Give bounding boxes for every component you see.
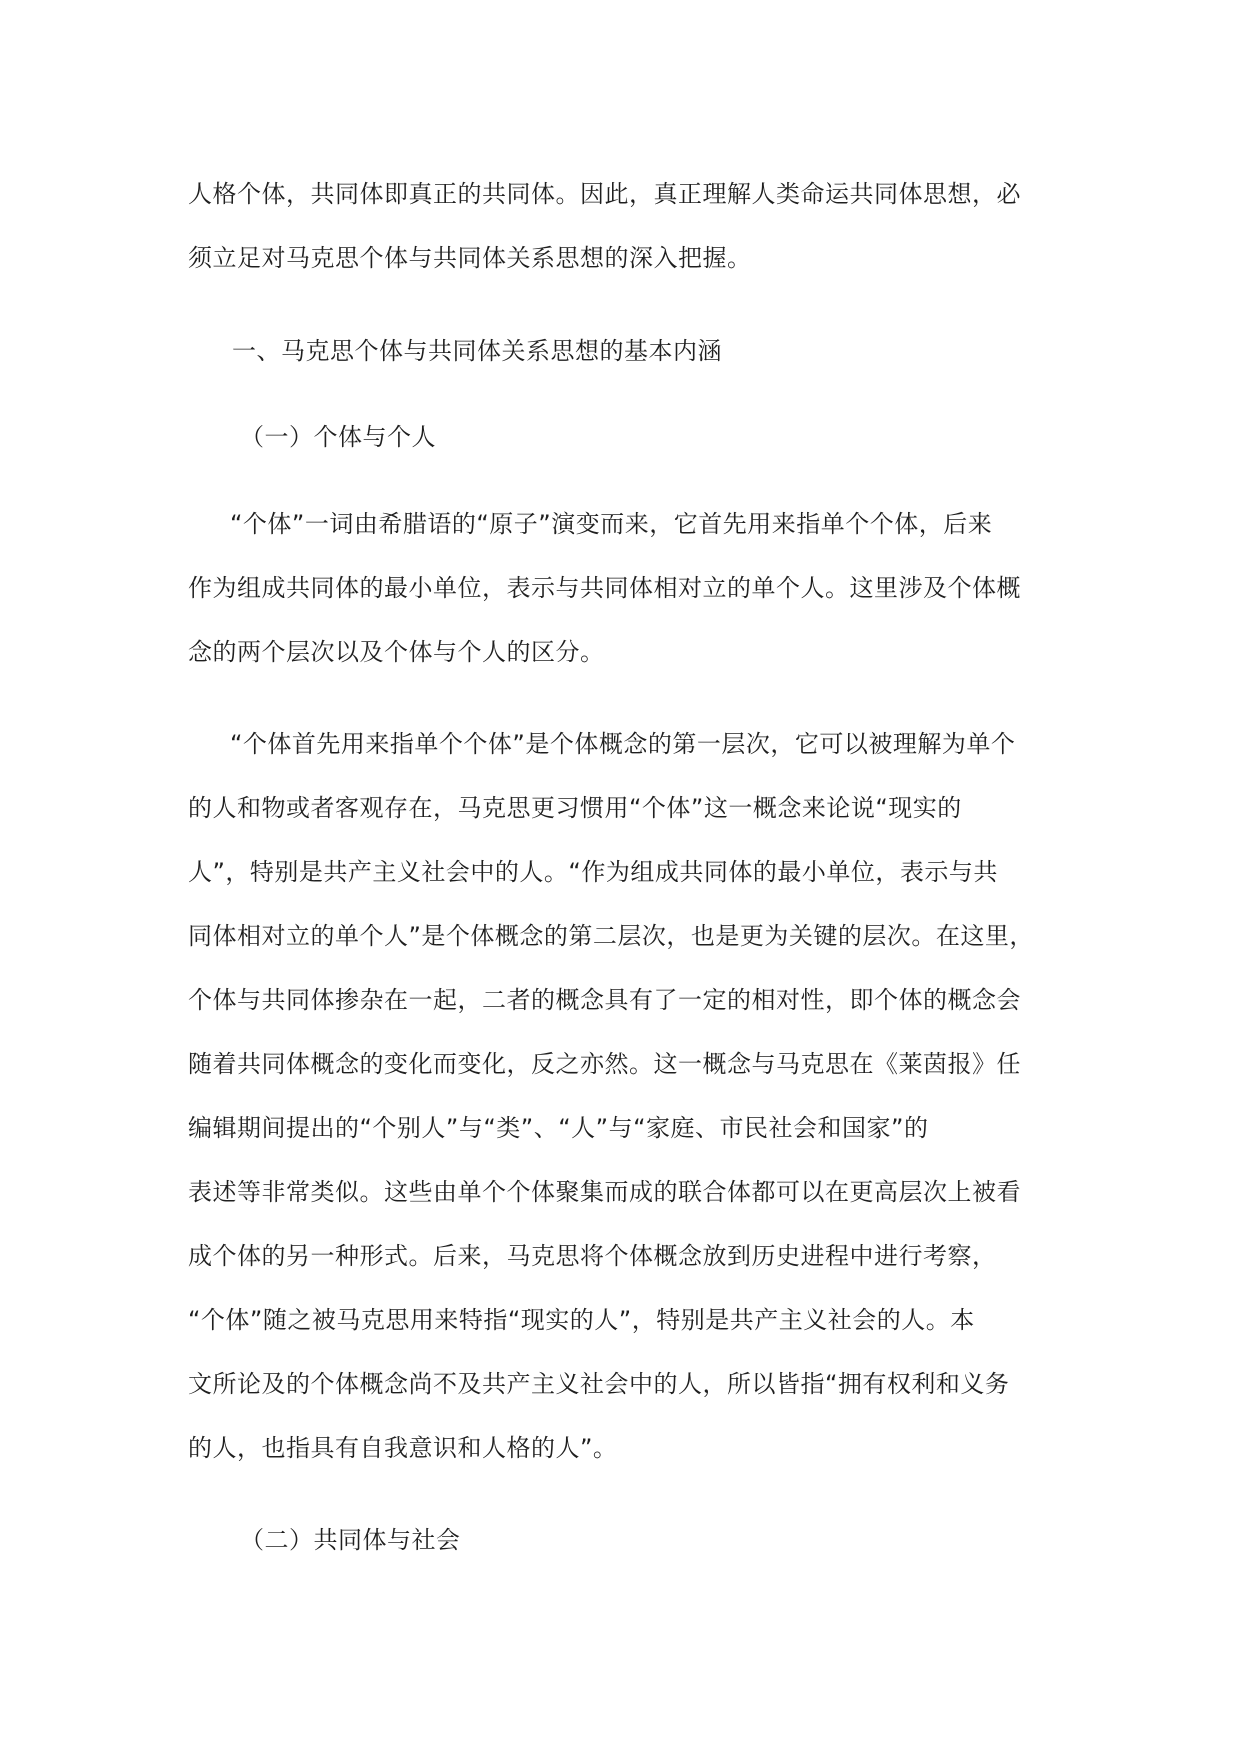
- text-line: 人”，特别是共产主义社会中的人。“作为组成共同体的最小单位，表示与共: [188, 858, 998, 886]
- text-line: “个体”随之被马克思用来特指“现实的人”，特别是共产主义社会的人。本: [188, 1306, 975, 1334]
- subsection-heading: （二）共同体与社会: [240, 1526, 461, 1554]
- text-line: 同体相对立的单个人”是个体概念的第二层次，也是更为关键的层次。在这里，: [188, 922, 1034, 950]
- text-line: 表述等非常类似。这些由单个个体聚集而成的联合体都可以在更高层次上被看: [188, 1178, 1021, 1206]
- section-heading: 一、马克思个体与共同体关系思想的基本内涵: [232, 337, 722, 365]
- text-line: 个体与共同体掺杂在一起，二者的概念具有了一定的相对性，即个体的概念会: [188, 986, 1021, 1014]
- text-line: 的人，也指具有自我意识和人格的人”。: [188, 1434, 618, 1462]
- text-line: 文所论及的个体概念尚不及共产主义社会中的人，所以皆指“拥有权利和义务: [188, 1370, 1010, 1398]
- text-line: 成个体的另一种形式。后来，马克思将个体概念放到历史进程中进行考察，: [188, 1242, 997, 1270]
- text-line: 念的两个层次以及个体与个人的区分。: [188, 638, 605, 666]
- text-line: 随着共同体概念的变化而变化，反之亦然。这一概念与马克思在《莱茵报》任: [188, 1050, 1021, 1078]
- text-line: 的人和物或者客观存在，马克思更习惯用“个体”这一概念来论说“现实的: [188, 794, 962, 822]
- text-line: “个体”一词由希腊语的“原子”演变而来，它首先用来指单个个体，后来: [230, 510, 993, 538]
- text-line: 作为组成共同体的最小单位，表示与共同体相对立的单个人。这里涉及个体概: [188, 574, 1021, 602]
- text-line: “个体首先用来指单个个体”是个体概念的第一层次，它可以被理解为单个: [230, 730, 1016, 758]
- text-line: 须立足对马克思个体与共同体关系思想的深入把握。: [188, 244, 752, 272]
- text-line: 人格个体，共同体即真正的共同体。因此，真正理解人类命运共同体思想，必: [188, 180, 1021, 208]
- subsection-heading: （一）个体与个人: [240, 423, 436, 451]
- text-line: 编辑期间提出的“个别人”与“类”、“人”与“家庭、市民社会和国家”的: [188, 1114, 929, 1142]
